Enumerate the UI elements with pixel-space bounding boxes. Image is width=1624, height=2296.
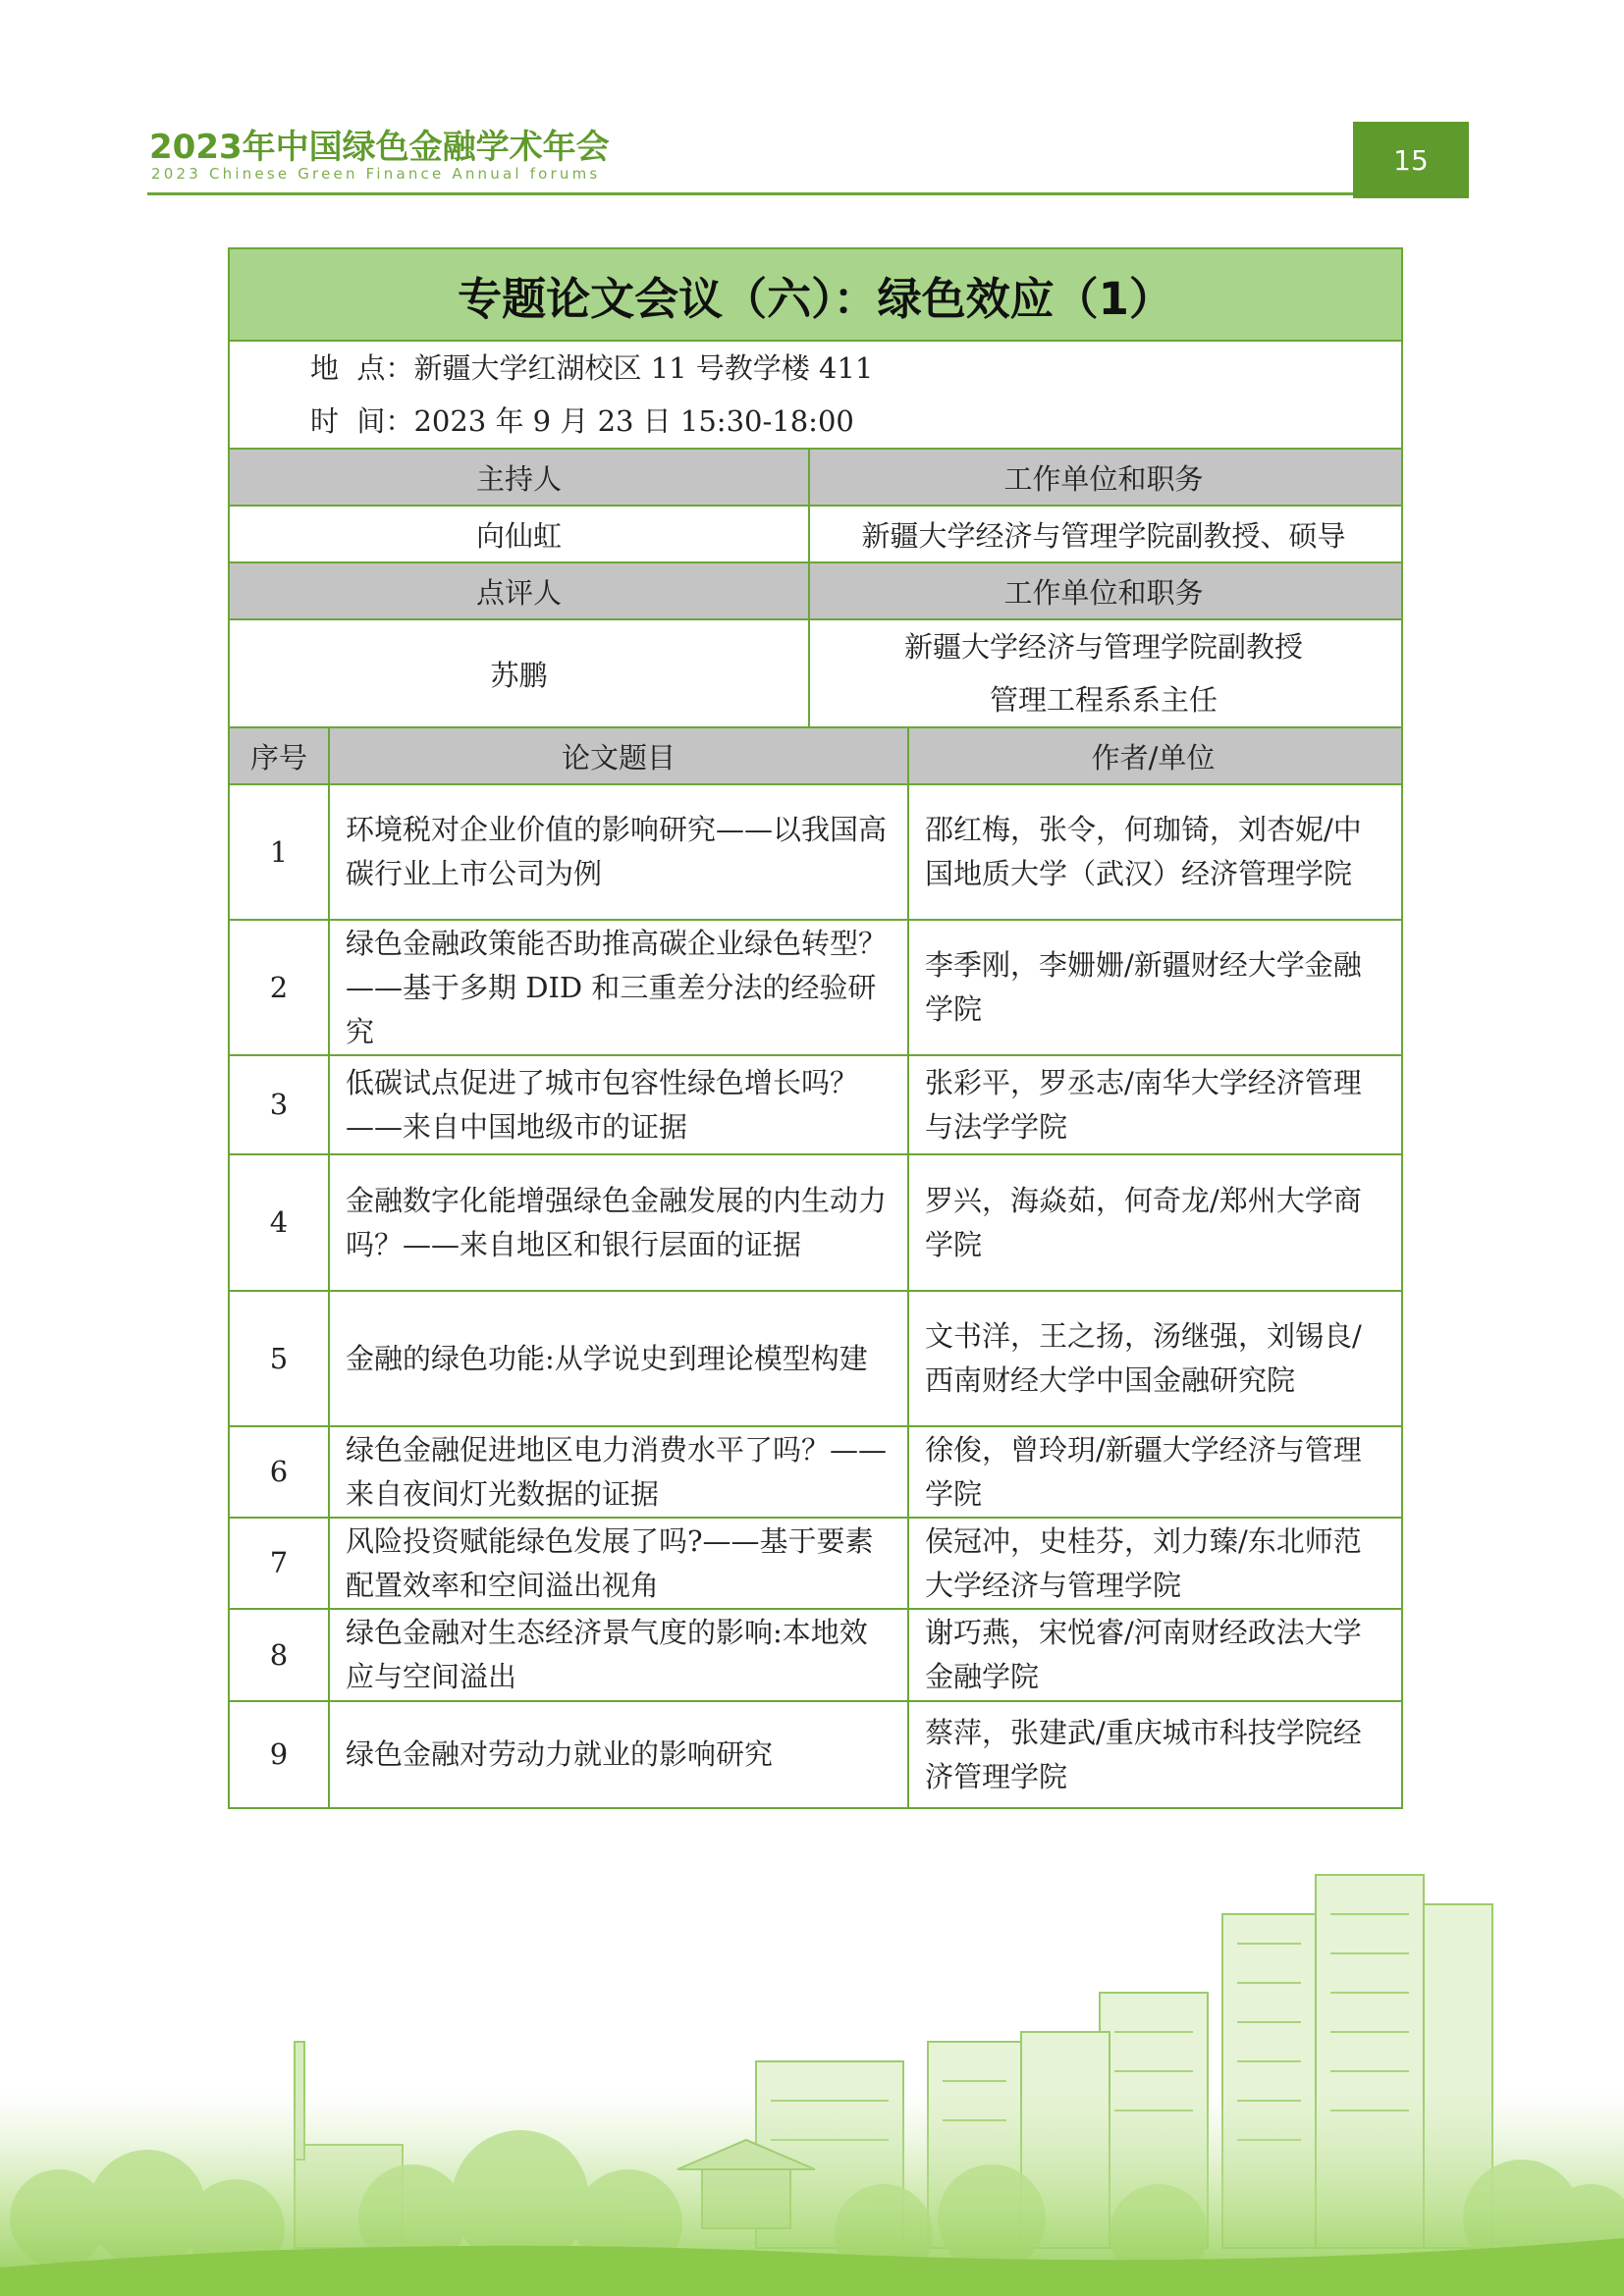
table-row bbox=[230, 1153, 1401, 1290]
paper-number: 1 bbox=[269, 834, 289, 869]
conference-title: 2023年中国绿色金融学术年会 bbox=[149, 128, 610, 167]
paper-title: 环境税对企业价值的影响研究——以我国高碳行业上市公司为例 bbox=[328, 785, 907, 919]
paper-title: 绿色金融促进地区电力消费水平了吗？——来自夜间灯光数据的证据 bbox=[328, 1427, 907, 1517]
paper-author: 邵红梅，张令，何珈锜，刘杏妮/中国地质大学（武汉）经济管理学院 bbox=[907, 785, 1397, 919]
reviewer-affiliation-line2: 管理工程系系主任 bbox=[989, 683, 1218, 717]
paper-number: 6 bbox=[269, 1455, 289, 1488]
host-name: 向仙虹 bbox=[475, 518, 562, 553]
session-title: 专题论文会议（六）：绿色效应（1） bbox=[458, 272, 1173, 325]
table-row bbox=[230, 1700, 1401, 1807]
reviewer-affiliation-header: 工作单位和职务 bbox=[808, 563, 1397, 618]
papers-header-row bbox=[230, 726, 1401, 783]
host-affiliation: 新疆大学经济与管理学院副教授、硕导 bbox=[808, 507, 1397, 561]
time-label: 时 间： bbox=[310, 404, 414, 438]
paper-author: 谢巧燕，宋悦睿/河南财经政法大学金融学院 bbox=[907, 1610, 1397, 1700]
paper-author: 李季刚，李姗姗/新疆财经大学金融学院 bbox=[907, 921, 1397, 1054]
paper-author: 徐俊，曾玲玥/新疆大学经济与管理学院 bbox=[907, 1427, 1397, 1517]
reviewer-role-header: 点评人 bbox=[475, 575, 562, 610]
paper-author: 侯冠冲，史桂芬，刘力臻/东北师范大学经济与管理学院 bbox=[907, 1519, 1397, 1608]
reviewer-name: 苏鹏 bbox=[490, 658, 548, 692]
papers-no-header: 序号 bbox=[249, 740, 307, 774]
paper-number: 4 bbox=[269, 1205, 289, 1239]
header-divider bbox=[147, 192, 1353, 195]
paper-number: 8 bbox=[269, 1637, 289, 1672]
paper-title: 绿色金融对生态经济景气度的影响:本地效应与空间溢出 bbox=[328, 1610, 907, 1700]
host-affiliation-header: 工作单位和职务 bbox=[808, 450, 1397, 505]
table-row bbox=[230, 783, 1401, 919]
table-row bbox=[230, 1425, 1401, 1517]
session-info-row bbox=[230, 340, 1401, 448]
session-table bbox=[228, 247, 1403, 1809]
paper-author: 张彩平，罗丞志/南华大学经济管理与法学学院 bbox=[907, 1056, 1397, 1153]
host-role-header: 主持人 bbox=[475, 461, 562, 496]
reviewer-row bbox=[230, 618, 1401, 726]
paper-author: 文书洋，王之扬，汤继强，刘锡良/西南财经大学中国金融研究院 bbox=[907, 1292, 1397, 1425]
location-line bbox=[310, 342, 873, 395]
reviewer-header-row bbox=[230, 561, 1401, 618]
paper-author: 罗兴，海焱茹，何奇龙/郑州大学商学院 bbox=[907, 1155, 1397, 1290]
paper-number: 3 bbox=[269, 1088, 289, 1121]
paper-title: 金融数字化能增强绿色金融发展的内生动力吗？——来自地区和银行层面的证据 bbox=[328, 1155, 907, 1290]
decorative-cityscape-illustration bbox=[0, 1845, 1624, 2296]
paper-author: 蔡萍，张建武/重庆城市科技学院经济管理学院 bbox=[907, 1702, 1397, 1807]
paper-title: 金融的绿色功能:从学说史到理论模型构建 bbox=[328, 1292, 907, 1425]
reviewer-affiliation bbox=[808, 620, 1397, 726]
table-row bbox=[230, 1054, 1401, 1153]
location-label: 地 点： bbox=[310, 351, 414, 385]
location-value: 新疆大学红湖校区 11 号教学楼 411 bbox=[413, 351, 874, 385]
reviewer-affiliation-line1: 新疆大学经济与管理学院副教授 bbox=[903, 630, 1303, 664]
paper-number: 5 bbox=[269, 1341, 289, 1375]
table-row bbox=[230, 1290, 1401, 1425]
table-row bbox=[230, 1517, 1401, 1608]
papers-title-header: 论文题目 bbox=[328, 728, 907, 783]
paper-title: 绿色金融政策能否助推高碳企业绿色转型？——基于多期 DID 和三重差分法的经验研究 bbox=[328, 921, 907, 1054]
page-number: 15 bbox=[1353, 122, 1469, 198]
paper-number: 2 bbox=[269, 970, 289, 1004]
paper-title: 绿色金融对劳动力就业的影响研究 bbox=[328, 1702, 907, 1807]
paper-title: 风险投资赋能绿色发展了吗?——基于要素配置效率和空间溢出视角 bbox=[328, 1519, 907, 1608]
host-row bbox=[230, 505, 1401, 561]
session-info bbox=[230, 342, 1401, 448]
paper-title: 低碳试点促进了城市包容性绿色增长吗？——来自中国地级市的证据 bbox=[328, 1056, 907, 1153]
time-value: 2023 年 9 月 23 日 15:30-18:00 bbox=[413, 404, 854, 438]
host-header-row bbox=[230, 448, 1401, 505]
paper-number: 7 bbox=[269, 1546, 289, 1579]
conference-subtitle: 2023 Chinese Green Finance Annual forums bbox=[151, 165, 601, 183]
paper-number: 9 bbox=[269, 1737, 289, 1771]
session-title-row bbox=[230, 249, 1401, 340]
table-row bbox=[230, 919, 1401, 1054]
papers-author-header: 作者/单位 bbox=[907, 728, 1397, 783]
time-line bbox=[310, 395, 854, 448]
table-row bbox=[230, 1608, 1401, 1700]
